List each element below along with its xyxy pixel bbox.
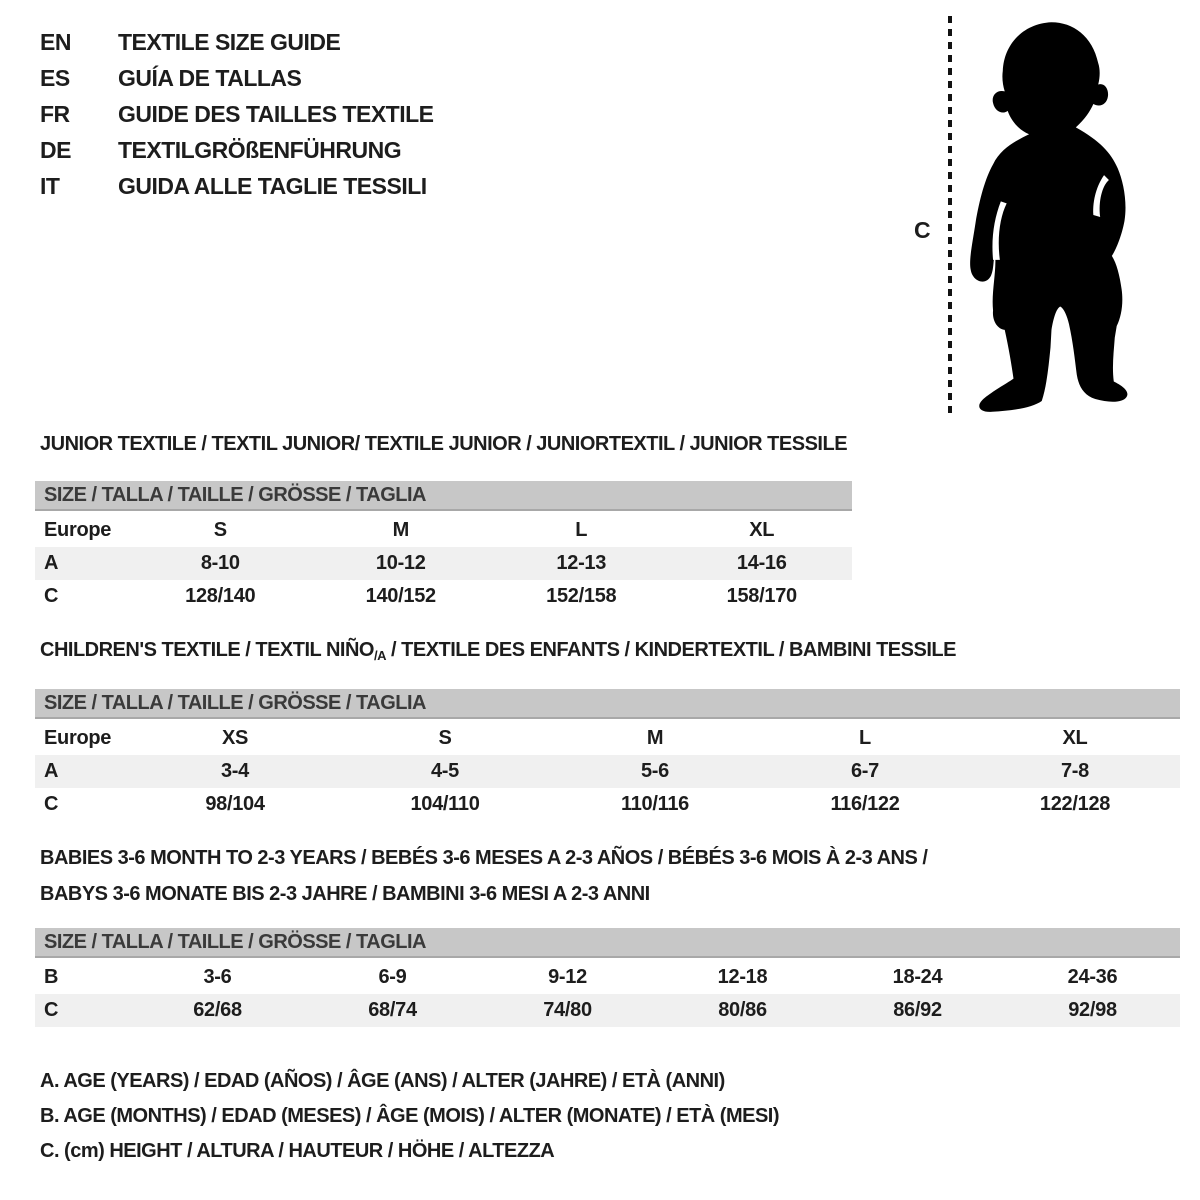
language-row-fr [40,96,434,132]
row-label: A [44,760,59,782]
age-cell: 6-9 [378,966,407,988]
guide-title-fr: GUIDE DES TAILLES TEXTILE [118,100,434,127]
size-cell: XL [749,519,775,541]
height-cell: 158/170 [726,585,797,607]
guide-title-es: GUÍA DE TALLAS [118,64,302,91]
babies-section-heading-line2: BABYS 3-6 MONATE BIS 2-3 JAHRE / BAMBINI 3-6 MESI A 2-3 ANNI [40,883,650,905]
children-heading-pre: CHILDREN'S TEXTILE / TEXTIL NIÑO [40,639,374,661]
children-section-heading [40,639,956,663]
toddler-silhouette-image [958,16,1143,416]
size-cell: XS [221,727,249,749]
footnote-age-years: A. AGE (YEARS) / EDAD (AÑOS) / ÂGE (ANS) / ALTER (JAHRE) / ETÀ (ANNI) [40,1070,725,1092]
language-code: FR [40,100,70,127]
row-label: C [44,999,59,1021]
guide-title-en: TEXTILE SIZE GUIDE [118,28,341,55]
table-row-height-cm [35,580,852,613]
height-cell: 116/122 [830,793,900,815]
size-cell: M [646,727,664,749]
size-cell: XL [1062,727,1088,749]
height-cell: 62/68 [193,999,242,1021]
age-cell: 18-24 [892,966,943,988]
age-cell: 6-7 [850,760,879,782]
age-cell: 4-5 [430,760,459,782]
language-code: EN [40,28,71,55]
height-cell: 74/80 [543,999,592,1021]
table-row-europe [35,722,1180,755]
row-label: C [44,585,59,607]
age-cell: 3-6 [203,966,232,988]
footnote-age-months: B. AGE (MONTHS) / EDAD (MESES) / ÂGE (MOIS) / ALTER (MONATE) / ETÀ (MESI) [40,1105,780,1127]
height-cell: 128/140 [185,585,256,607]
age-cell: 24-36 [1067,966,1118,988]
height-cell: 122/128 [1039,793,1111,815]
junior-size-header-bar: SIZE / TALLA / TAILLE / GRÖSSE / TAGLIA [35,481,852,511]
age-cell: 12-13 [556,552,607,574]
size-cell: L [575,519,588,541]
age-cell: 9-12 [548,966,587,988]
children-table-body [35,722,1180,821]
children-size-header-bar: SIZE / TALLA / TAILLE / GRÖSSE / TAGLIA [35,689,1180,719]
table-row-europe [35,514,852,547]
row-label: Europe [44,519,112,541]
children-heading-sub: /A [373,648,386,663]
babies-table-body [35,961,1180,1027]
height-measure-label: C [914,217,931,243]
guide-title-de: TEXTILGRÖßENFÜHRUNG [118,136,402,163]
language-row-en [40,24,434,60]
age-cell: 14-16 [736,552,787,574]
size-cell: S [213,519,227,541]
language-code: IT [40,172,60,199]
table-row-height-cm [35,994,1180,1027]
babies-size-table [35,928,1180,1027]
height-cell: 98/104 [205,793,265,815]
height-cell: 152/158 [546,585,617,607]
row-label: C [44,793,59,815]
table-row-age-years [35,755,1180,788]
height-cell: 104/110 [410,793,480,815]
table-row-age-years [35,547,852,580]
height-cell: 140/152 [365,585,436,607]
height-cell: 92/98 [1068,999,1117,1021]
language-row-it [40,168,434,204]
junior-table-body [35,514,852,613]
age-cell: 7-8 [1060,760,1089,782]
junior-section-heading: JUNIOR TEXTILE / TEXTIL JUNIOR/ TEXTILE JUNIOR / JUNIORTEXTIL / JUNIOR TESSILE [40,433,848,455]
language-code: ES [40,64,70,91]
babies-size-header-bar: SIZE / TALLA / TAILLE / GRÖSSE / TAGLIA [35,928,1180,958]
babies-section-heading-line1: BABIES 3-6 MONTH TO 2-3 YEARS / BEBÉS 3-6 MESES A 2-3 AÑOS / BÉBÉS 3-6 MOIS À 2-3 ANS / [40,847,928,869]
language-row-es [40,60,434,96]
language-row-de [40,132,434,168]
height-cell: 80/86 [718,999,767,1021]
height-cell: 86/92 [893,999,942,1021]
age-cell: 3-4 [220,760,249,782]
table-row-age-months [35,961,1180,994]
size-cell: S [438,727,452,749]
language-legend [40,24,434,204]
table-row-height-cm [35,788,1180,821]
age-cell: 12-18 [717,966,768,988]
row-label: B [44,966,59,988]
size-cell: L [859,727,871,749]
guide-title-it: GUIDA ALLE TAGLIE TESSILI [118,172,427,199]
size-cell: M [392,519,409,541]
language-code: DE [40,136,71,163]
height-cell: 110/116 [621,793,689,815]
age-cell: 8-10 [200,552,240,574]
children-size-table [35,689,1180,821]
age-cell: 10-12 [375,552,426,574]
height-dashed-line [948,16,952,416]
age-cell: 5-6 [640,760,669,782]
row-label: A [44,552,59,574]
junior-size-table [35,481,852,613]
height-cell: 68/74 [368,999,417,1021]
footnote-height-cm: C. (cm) HEIGHT / ALTURA / HAUTEUR / HÖHE / ALTEZZA [40,1140,555,1162]
row-label: Europe [44,727,112,749]
children-heading-post: / TEXTILE DES ENFANTS / KINDERTEXTIL / BAMBINI TESSILE [385,639,956,661]
